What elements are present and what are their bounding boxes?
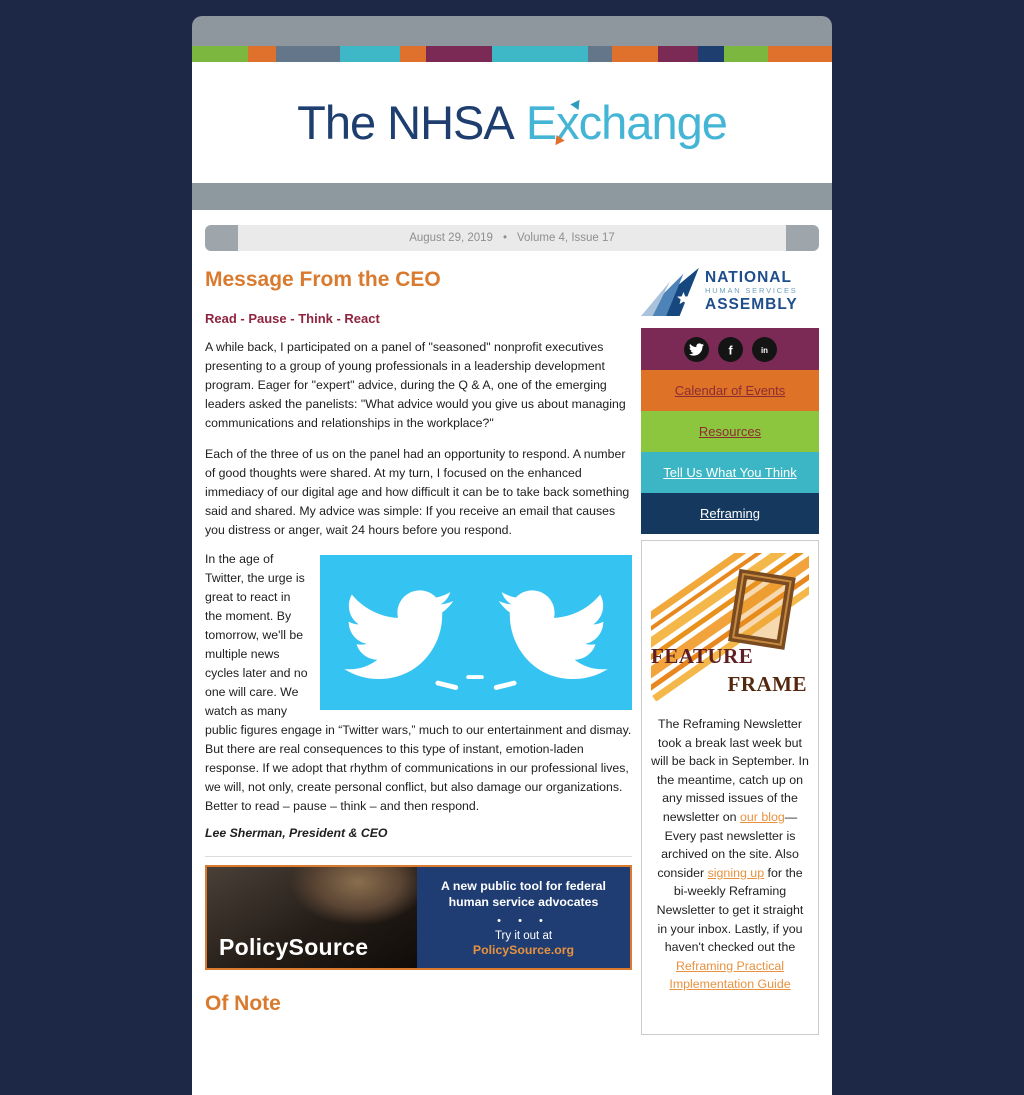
stripe — [248, 46, 276, 62]
logo-text-dark: The NHSA — [297, 96, 514, 149]
newsletter-page — [192, 16, 832, 1095]
stripe — [492, 46, 588, 62]
logo-text-e: E — [525, 96, 557, 149]
twitter-icon[interactable] — [684, 337, 709, 362]
svg-text:f: f — [727, 343, 733, 357]
ceo-paragraph-3 — [205, 550, 632, 816]
newsletter-logo — [297, 95, 727, 150]
nhsa-logo-text — [705, 269, 798, 313]
section-divider — [205, 856, 632, 857]
implementation-guide-link[interactable]: Reframing Practical Implementation Guide — [669, 958, 791, 992]
policysource-brand: PolicySource — [219, 934, 369, 960]
ceo-paragraph-3-text: In the age of Twitter, the urge is great to react in the moment. By tomorrow, we'll be multiple news cycles later and no one will care. We watch as many public figures engage in “Twitter wars,” much to our entertainment and dismay. But there are real consequences to this type of instant, emotion-laden response. If we adopt that rhythm of communications in our professional lives, we will, not only, create personal conflict, but also damage our organizations. Better to read – pause – think – and then respond. — [205, 552, 632, 813]
ceo-paragraph-1: A while back, I participated on a panel of "seasoned" nonprofit executives presenting to a group of young professionals in a leadership development program. Eager for "expert" advice, during the Q & A, one of the emerging leaders asked the panelists: "What advice would you give us about managing communications and relationships in the workplace?" — [205, 340, 626, 430]
dots-separator: • • • — [497, 915, 550, 927]
policysource-banner[interactable] — [205, 865, 632, 970]
policysource-cta-panel — [417, 867, 630, 968]
our-blog-link[interactable]: our blog — [739, 809, 785, 824]
sidebar-item-calendar[interactable] — [641, 370, 819, 411]
stripe — [340, 46, 400, 62]
policysource-tagline: A new public tool for federal human service advocates — [441, 879, 606, 909]
reframing-link[interactable]: Reframing — [700, 506, 760, 521]
org-line-3: ASSEMBLY — [705, 296, 798, 313]
svg-text:in: in — [760, 345, 768, 355]
resources-link[interactable]: Resources — [698, 424, 762, 439]
feature-text-segment: for the bi-weekly Reframing Newsletter to get it straight in your inbox. Lastly, if you haven't checked out the — [656, 865, 804, 955]
feature-frame-word-1: FEATURE — [651, 644, 754, 668]
nhsa-star-icon — [641, 266, 699, 316]
feature-frame-text — [651, 715, 809, 994]
feature-frame-word-2: FRAME — [727, 672, 807, 696]
masthead — [192, 62, 832, 183]
stripe — [658, 46, 698, 62]
date-bar-right-cap — [786, 225, 819, 251]
feature-text-segment: The Reframing Newsletter took a break last week but will be back in September. In the meantime, catch up on any missed issues of the newsletter on — [651, 717, 809, 824]
logo-text-change: change — [578, 96, 727, 149]
masthead-color-stripes — [192, 46, 832, 62]
twitter-birds-image — [320, 555, 632, 710]
stripe — [724, 46, 768, 62]
article-subheading: Read - Pause - Think - React — [205, 311, 380, 326]
article-heading: Message From the CEO — [205, 268, 441, 291]
feature-frame-logo — [651, 553, 809, 701]
ceo-paragraph-2: Each of the three of us on the panel had an opportunity to respond. A number of good thoughts were shared. At my turn, I focused on the enhanced immediacy of our digital age and how difficult it can be to take back something said and shared. My advice was simple: If you receive an email that causes you distress or anger, wait 24 hours before you respond. — [205, 447, 630, 537]
issue-date: August 29, 2019 — [409, 232, 493, 244]
org-line-2: HUMAN SERVICES — [705, 286, 798, 295]
stripe — [192, 46, 248, 62]
ceo-signature: Lee Sherman, President & CEO — [205, 826, 388, 840]
feature-frame-box — [641, 540, 819, 1035]
newsletter-body — [192, 210, 832, 1095]
sidebar — [641, 264, 819, 1035]
logo-x-arrows-icon: x — [556, 96, 579, 149]
calendar-of-events-link[interactable]: Calendar of Events — [674, 383, 786, 398]
stripe — [276, 46, 340, 62]
masthead-gray-band — [192, 183, 832, 210]
top-cap-bar — [192, 16, 832, 46]
stripe — [698, 46, 724, 62]
stripe — [612, 46, 658, 62]
org-line-1: NATIONAL — [705, 269, 792, 286]
nhsa-logo — [641, 266, 819, 316]
feature-text-segment: —Every past newsletter is archived on the site. Also consider — [657, 809, 799, 880]
stripe — [588, 46, 612, 62]
stripe — [426, 46, 492, 62]
facebook-icon[interactable] — [718, 337, 743, 362]
policysource-photo — [207, 867, 417, 968]
date-separator-dot: • — [502, 232, 507, 244]
linkedin-icon[interactable] — [752, 337, 777, 362]
stripe — [400, 46, 426, 62]
sidebar-item-feedback[interactable] — [641, 452, 819, 493]
sidebar-item-resources[interactable] — [641, 411, 819, 452]
main-article-column — [205, 264, 632, 1016]
signing-up-link[interactable]: signing up — [707, 865, 765, 880]
policysource-link[interactable]: PolicySource.org — [472, 943, 575, 957]
stripe — [768, 46, 832, 62]
issue-date-bar — [205, 210, 819, 251]
issue-number: Volume 4, Issue 17 — [516, 232, 615, 244]
date-bar-left-cap — [205, 225, 238, 251]
of-note-heading: Of Note — [205, 992, 281, 1015]
policysource-cta-text: Try it out at — [494, 930, 553, 942]
date-bar-text — [238, 225, 786, 251]
social-bar — [641, 328, 819, 370]
tell-us-link[interactable]: Tell Us What You Think — [663, 465, 797, 480]
sidebar-item-reframing[interactable] — [641, 493, 819, 534]
